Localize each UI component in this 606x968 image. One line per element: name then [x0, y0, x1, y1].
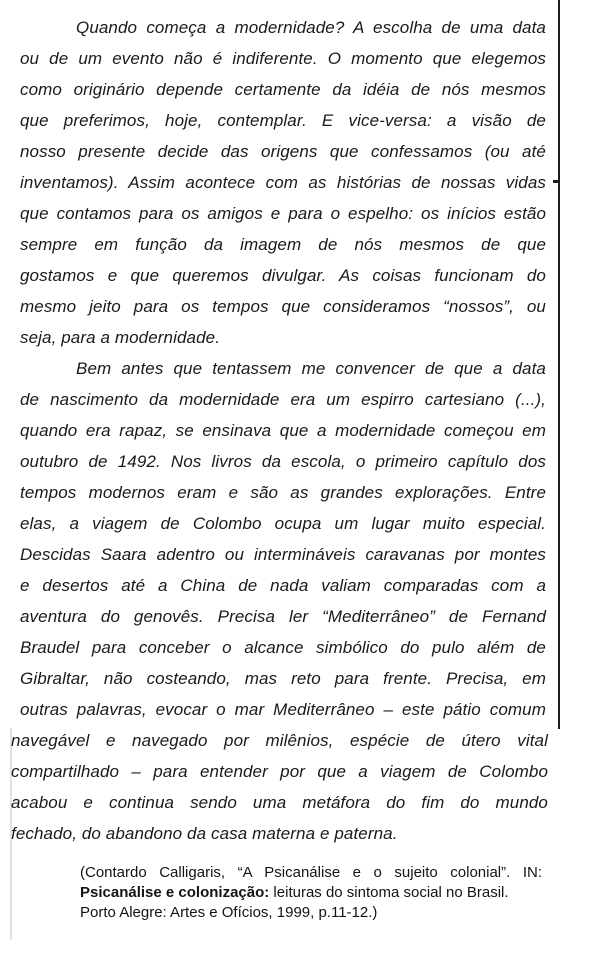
citation-block [80, 863, 542, 923]
text-line: e desertos até a China de nada valiam comparadas com a [20, 576, 546, 595]
text-line: mesmo jeito para os tempos que consideramos “nossos”, ou [20, 297, 546, 316]
text-line: Quando começa a modernidade? A escolha de uma data [76, 18, 546, 37]
text-line: de nascimento da modernidade era um espirro cartesiano (...), [20, 390, 546, 409]
text-line: seja, para a modernidade. [20, 328, 221, 347]
border-tick-mark [553, 180, 559, 183]
text-line: outras palavras, evocar o mar Mediterrâneo – este pátio comum [20, 700, 546, 719]
text-line: inventamos). Assim acontece com as histórias de nossas vidas [20, 173, 546, 192]
text-line: Braudel para conceber o alcance simbólico do pulo além de [20, 638, 546, 657]
text-line: elas, a viagem de Colombo ocupa um lugar muito especial. [20, 514, 546, 533]
text-line: ou de um evento não é indiferente. O momento que elegemos [20, 49, 546, 68]
citation-line: (Contardo Calligaris, “A Psicanálise e o sujeito colonial”. IN: [80, 864, 542, 881]
text-line: como originário depende certamente da idéia de nós mesmos [20, 80, 546, 99]
text-line: nosso presente decide das origens que confessamos (ou até [20, 142, 546, 161]
text-line: quando era rapaz, se ensinava que a modernidade começou em [20, 421, 546, 440]
text-line: tempos modernos eram e são as grandes explorações. Entre [20, 483, 546, 502]
text-line: navegável e navegado por milênios, espécie de útero vital [11, 731, 548, 750]
citation-line [80, 883, 542, 903]
text-line: outubro de 1492. Nos livros da escola, o primeiro capítulo dos [20, 452, 546, 471]
text-line: que preferimos, hoje, contemplar. E vice-versa: a visão de [20, 111, 546, 130]
passage-text [11, 12, 548, 849]
text-line: sempre em função da imagem de nós mesmos de que [20, 235, 546, 254]
citation-line: Porto Alegre: Artes e Ofícios, 1999, p.11-12.) [80, 904, 378, 921]
citation-subtitle: leituras do sintoma social no Brasil. [269, 884, 509, 901]
text-line: Bem antes que tentassem me convencer de que a data [76, 359, 546, 378]
right-border-line [558, 0, 560, 729]
text-line: Gibraltar, não costeando, mas reto para frente. Precisa, em [20, 669, 546, 688]
citation-book-title: Psicanálise e colonização: [80, 884, 270, 901]
text-line: gostamos e que queremos divulgar. As coisas funcionam do [20, 266, 546, 285]
text-line: aventura do genovês. Precisa ler “Mediterrâneo” de Fernand [20, 607, 546, 626]
text-line: que contamos para os amigos e para o espelho: os inícios estão [20, 204, 546, 223]
text-line: compartilhado – para entender por que a viagem de Colombo [11, 762, 548, 781]
text-line: acabou e continua sendo uma metáfora do fim do mundo [11, 793, 548, 812]
text-line: Descidas Saara adentro ou intermináveis caravanas por montes [20, 545, 546, 564]
text-line: fechado, do abandono da casa materna e paterna. [11, 824, 398, 843]
